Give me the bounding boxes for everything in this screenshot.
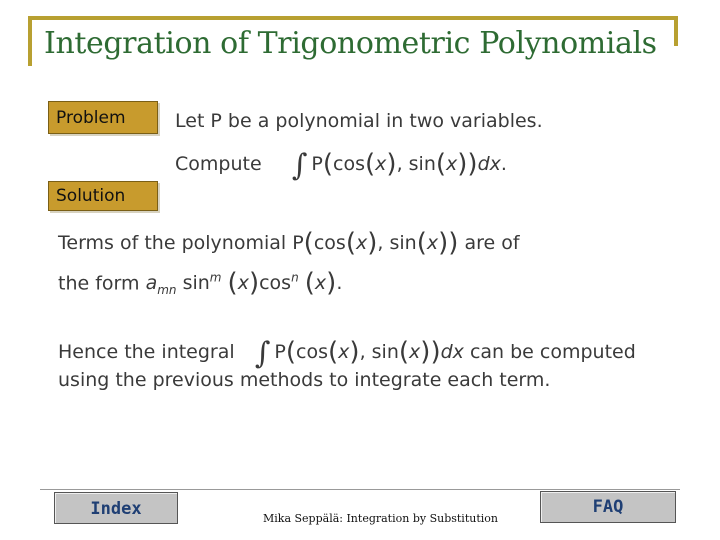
solution-line-1-end: are of	[464, 232, 520, 254]
hence-line-1-start: Hence the integral	[58, 341, 235, 363]
integral-expression-2: ∫ P(cos(x), sin(x))dx	[254, 336, 464, 371]
hence-line-1-end: can be computed	[469, 341, 636, 363]
integral-expression-1: ∫ P(cos(x), sin(x))dx.	[291, 148, 507, 183]
term-form-expression: $a_{mn}$ $\sin^m (x)\cos^n$ (x).	[145, 268, 343, 299]
problem-label: Problem	[48, 101, 158, 134]
hence-line-1	[58, 331, 636, 371]
solution-line-1-start: Terms of the polynomial	[58, 232, 287, 254]
solution-line-1	[58, 228, 520, 258]
solution-line-2-start: the form	[58, 272, 140, 295]
title-frame-right	[674, 16, 678, 46]
footer-credit: Mika Seppälä: Integration by Substitution	[263, 512, 498, 525]
problem-statement: Let P be a polynomial in two variables.	[175, 110, 543, 132]
faq-button[interactable]: FAQ	[540, 491, 676, 523]
compute-word: Compute	[175, 153, 262, 175]
solution-label: Solution	[48, 181, 158, 211]
footer-divider	[40, 489, 680, 490]
polynomial-expression: P(cos(x), sin(x))	[292, 228, 459, 258]
title-frame-left	[28, 16, 32, 66]
title-frame-top	[28, 16, 678, 20]
slide-title: Integration of Trigonometric Polynomials	[44, 26, 657, 61]
problem-compute-line	[175, 143, 507, 183]
hence-line-2: using the previous methods to integrate each term.	[58, 369, 551, 391]
solution-line-2	[58, 268, 343, 299]
index-button[interactable]: Index	[54, 492, 178, 524]
